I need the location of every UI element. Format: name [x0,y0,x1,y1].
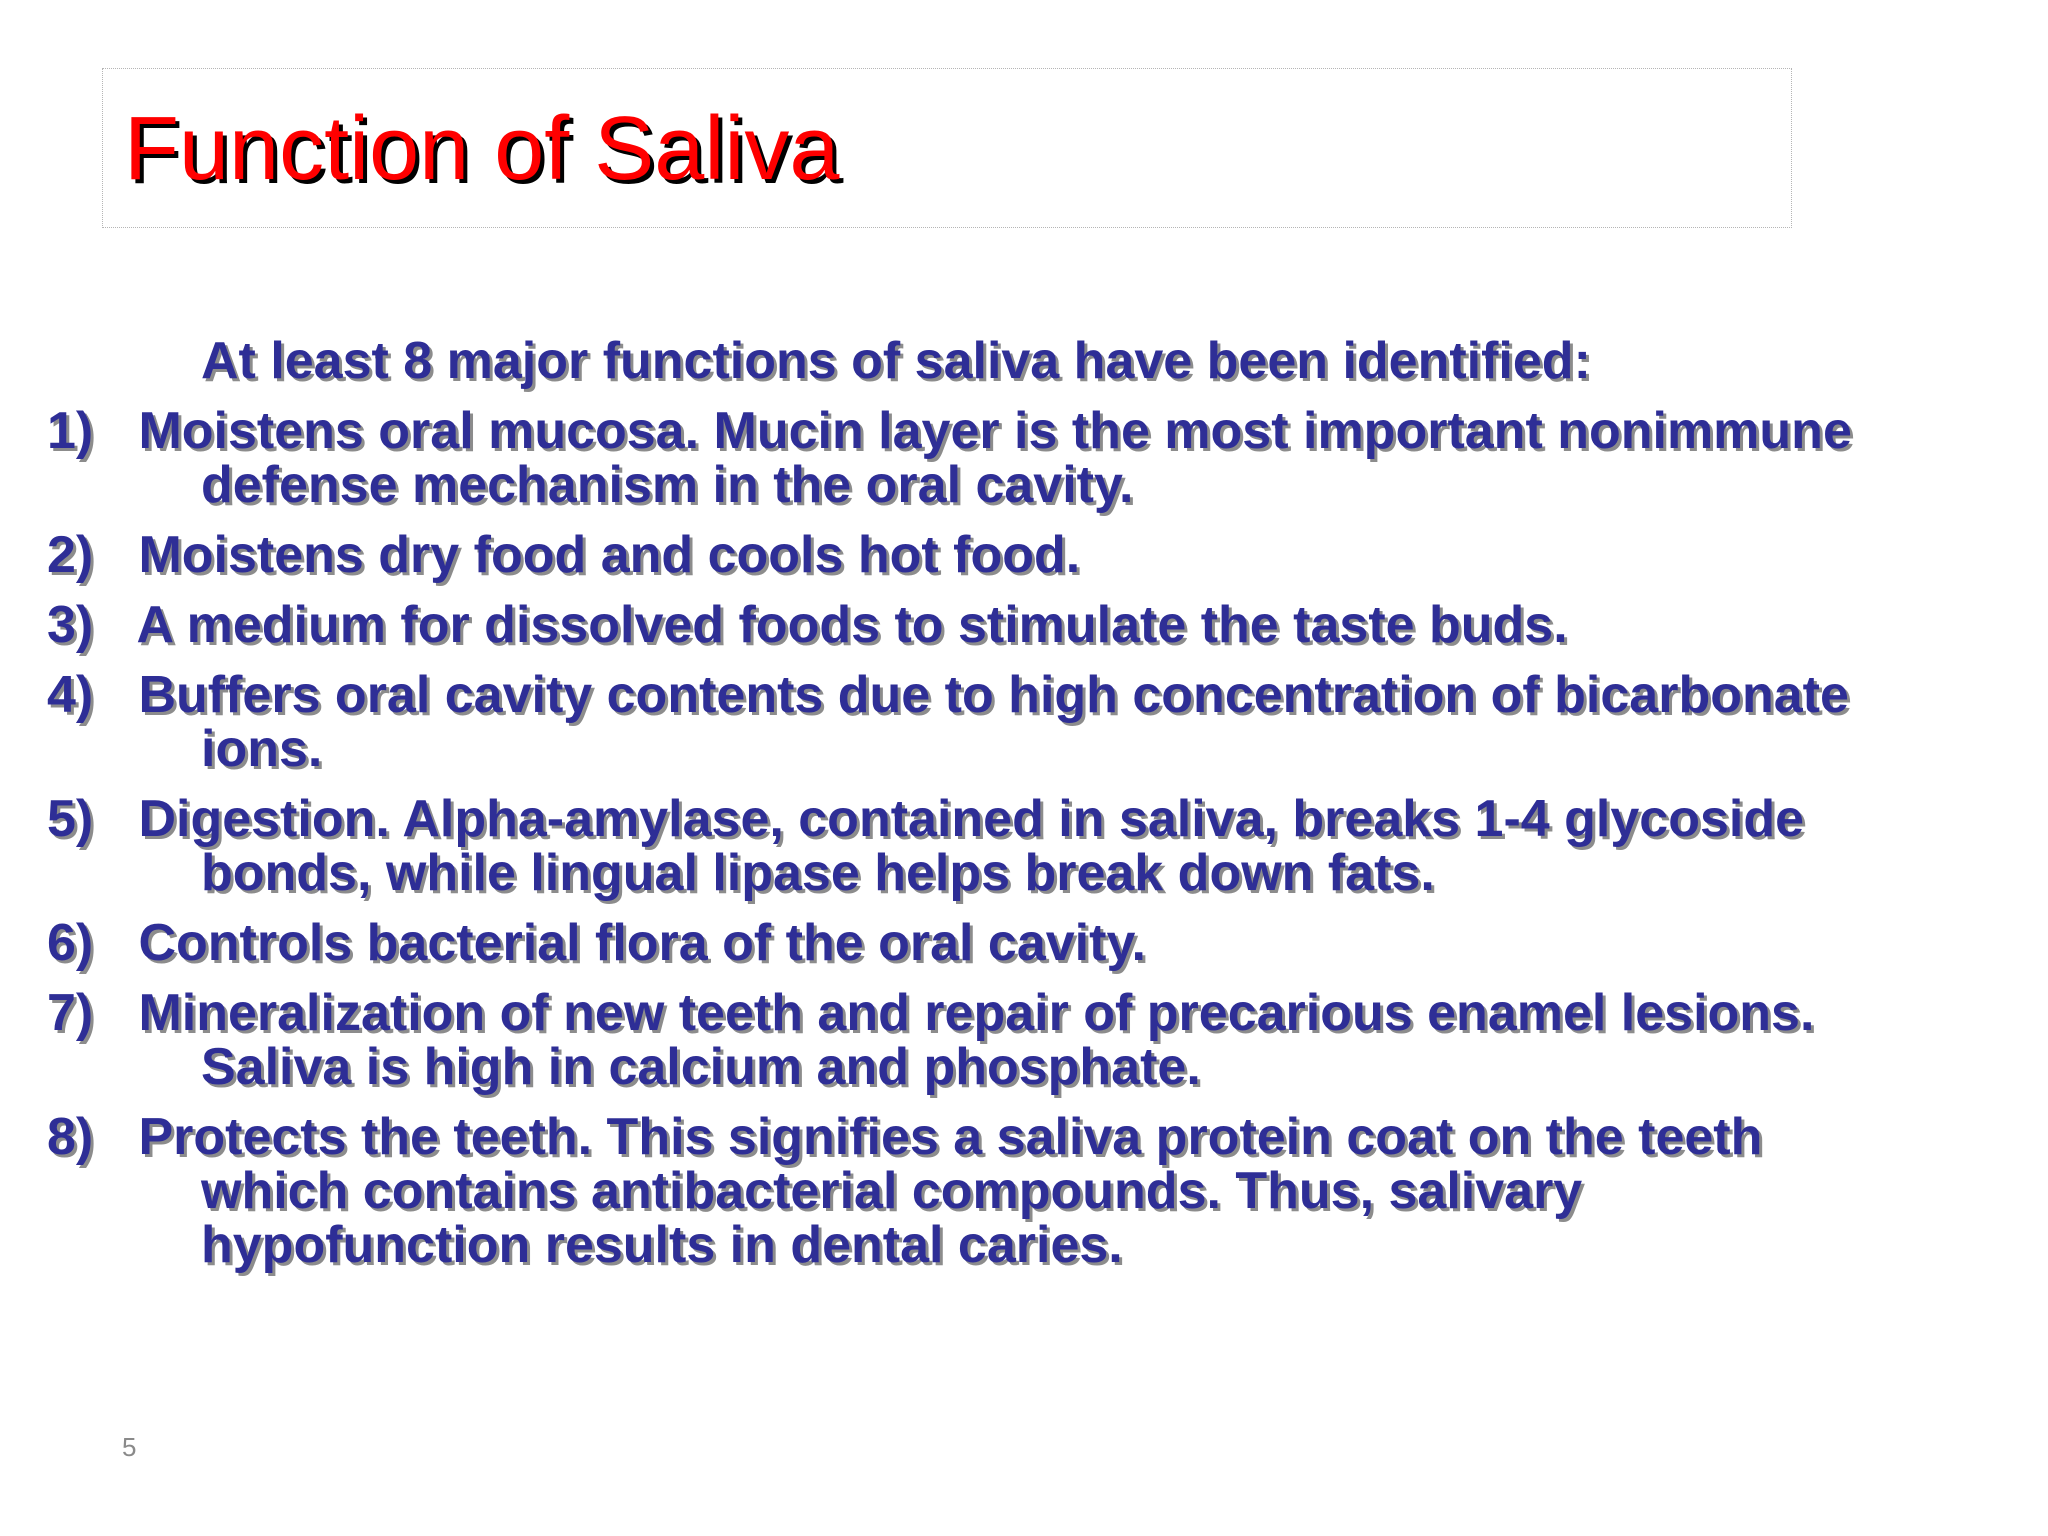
list-item-text: A medium for dissolved foods to stimulate the taste buds. [136,596,1568,654]
list-item-text: Buffers oral cavity contents due to high concentration of bicarbonate ions. [138,666,1849,778]
list-item: 6) Controls bacterial flora of the oral cavity. [47,914,1146,972]
list-item: 2) Moistens dry food and cools hot food. [47,526,1081,584]
list-item-text: Moistens oral mucosa. Mucin layer is the most important nonimmune defense mechanism in the oral cavity. [138,402,1852,514]
list-item: 8) Protects the teeth. This signifies a saliva protein coat on the teeth which contains antibacterial compounds. Thus, salivary hypofunction results in dental caries. [47,1108,1763,1274]
list-item: 4) Buffers oral cavity contents due to high concentration of bicarbonate ions. [47,666,1849,778]
list-item-text: Mineralization of new teeth and repair of precarious enamel lesions. Saliva is high in calcium and phosphate. [138,984,1815,1096]
slide-body [47,332,1884,1274]
list-item-text: Digestion. Alpha-amylase, contained in saliva, breaks 1-4 glycoside bonds, while lingual lipase helps break down fats. [138,790,1805,902]
slide-title: Function of Saliva [124,99,840,199]
list-item: 1) Moistens oral mucosa. Mucin layer is the most important nonimmune defense mechanism in the oral cavity. [47,402,1852,514]
intro-text: At least 8 major functions of saliva have been identified: [201,332,1591,390]
list-item-text: Protects the teeth. This signifies a saliva protein coat on the teeth which contains antibacterial compounds. Thus, salivary hypofunction results in dental caries. [138,1108,1763,1274]
list-item: 3) A medium for dissolved foods to stimulate the taste buds. [47,596,1568,654]
list-item: 5) Digestion. Alpha-amylase, contained in saliva, breaks 1-4 glycoside bonds, while lingual lipase helps break down fats. [47,790,1805,902]
list-item: 7) Mineralization of new teeth and repair of precarious enamel lesions. Saliva is high in calcium and phosphate. [47,984,1815,1096]
list-item-text: Controls bacterial flora of the oral cavity. [138,914,1146,972]
list-item-text: Moistens dry food and cools hot food. [138,526,1081,584]
page-number: 5 [122,1432,137,1462]
